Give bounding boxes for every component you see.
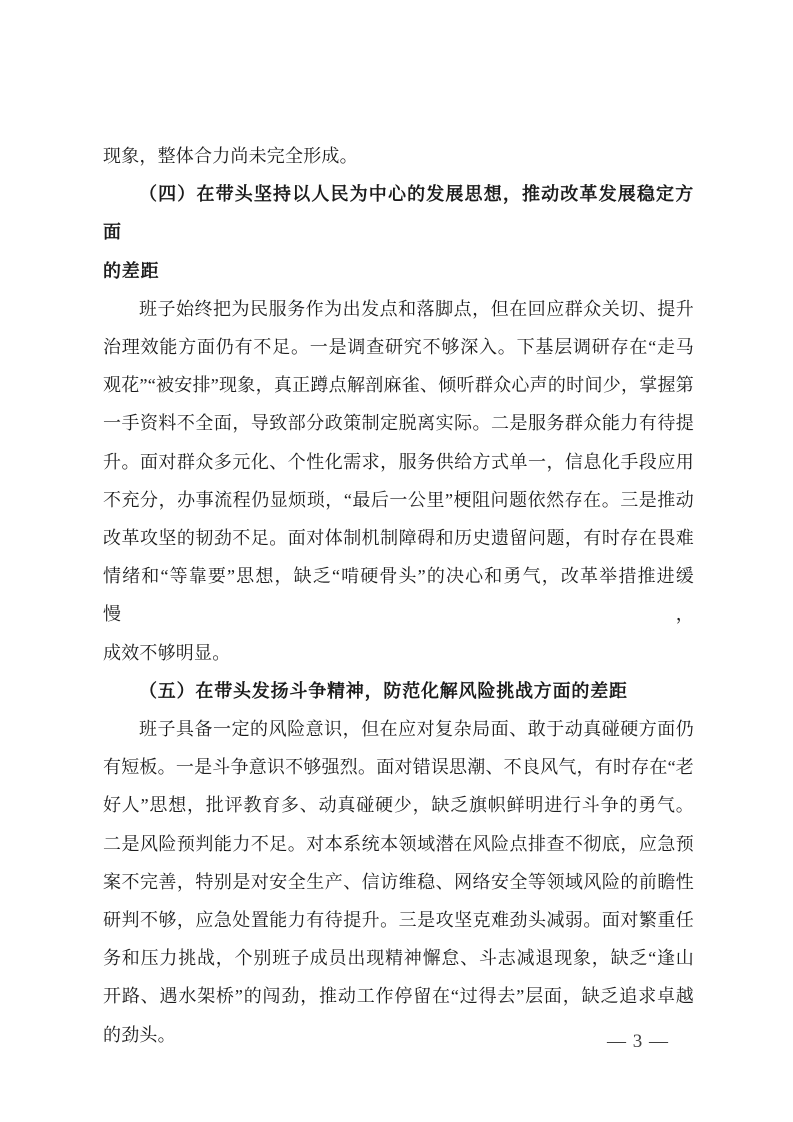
section-5-paragraph-line: 研判不够，应急处置能力有待提升。三是攻坚克难劲头减弱。面对繁重任	[103, 910, 694, 931]
section-5-paragraph-line: 开路、遇水架桥”的闯劲，推动工作停留在“过得去”层面，缺乏追求卓越	[103, 986, 694, 1007]
section-4-paragraph-line: 升。面对群众多元化、个性化需求，服务供给方式单一，信息化手段应用	[103, 451, 694, 472]
section-4-paragraph-line: 情绪和“等靠要”思想，缺乏“啃硬骨头”的决心和勇气，改革举措推进缓慢，	[103, 566, 694, 625]
section-4-heading-line-2: 的差距	[103, 260, 160, 281]
page-number: — 3 —	[607, 1031, 669, 1052]
section-5-paragraph-line: 的劲头。	[103, 1024, 176, 1045]
section-5-paragraph-line: 案不完善，特别是对安全生产、信访维稳、网络安全等领域风险的前瞻性	[103, 871, 694, 892]
section-5-heading-line: （五）在带头发扬斗争精神，防范化解风险挑战方面的差距	[139, 680, 628, 701]
paragraph-continuation-line: 现象，整体合力尚未完全形成。	[103, 146, 358, 166]
section-4-paragraph-line: 观花”“被安排”现象，真正蹲点解剖麻雀、倾听群众心声的时间少，掌握第	[103, 375, 694, 396]
section-4-paragraph-line: 班子始终把为民服务作为出发点和落脚点，但在回应群众关切、提升	[139, 298, 694, 319]
section-4-heading-line-1: （四）在带头坚持以人民为中心的发展思想，推动改革发展稳定方面	[103, 184, 694, 243]
section-4-paragraph-line: 成效不够明显。	[103, 642, 231, 663]
section-4-paragraph-line: 不充分，办事流程仍显烦琐，“最后一公里”梗阻问题依然存在。三是推动	[103, 489, 694, 510]
section-5-paragraph-line: 二是风险预判能力不足。对本系统本领域潜在风险点排查不彻底，应急预	[103, 833, 694, 854]
section-5-paragraph-line: 有短板。一是斗争意识不够强烈。面对错误思潮、不良风气，有时存在“老	[103, 757, 694, 778]
section-4-paragraph-line: 治理效能方面仍有不足。一是调查研究不够深入。下基层调研存在“走马	[103, 337, 694, 358]
section-5-paragraph-line: 好人”思想，批评教育多、动真碰硬少，缺乏旗帜鲜明进行斗争的勇气。	[103, 795, 694, 816]
document-body	[103, 137, 694, 1054]
section-4-paragraph-line: 改革攻坚的韧劲不足。面对体制机制障碍和历史遗留问题，有时存在畏难	[103, 528, 694, 549]
section-5-paragraph-line: 班子具备一定的风险意识，但在应对复杂局面、敢于动真碰硬方面仍	[139, 719, 694, 740]
section-4-paragraph-line: 一手资料不全面，导致部分政策制定脱离实际。二是服务群众能力有待提	[103, 413, 694, 434]
section-5-paragraph-line: 务和压力挑战，个别班子成员出现精神懈怠、斗志减退现象，缺乏“逢山	[103, 948, 694, 969]
